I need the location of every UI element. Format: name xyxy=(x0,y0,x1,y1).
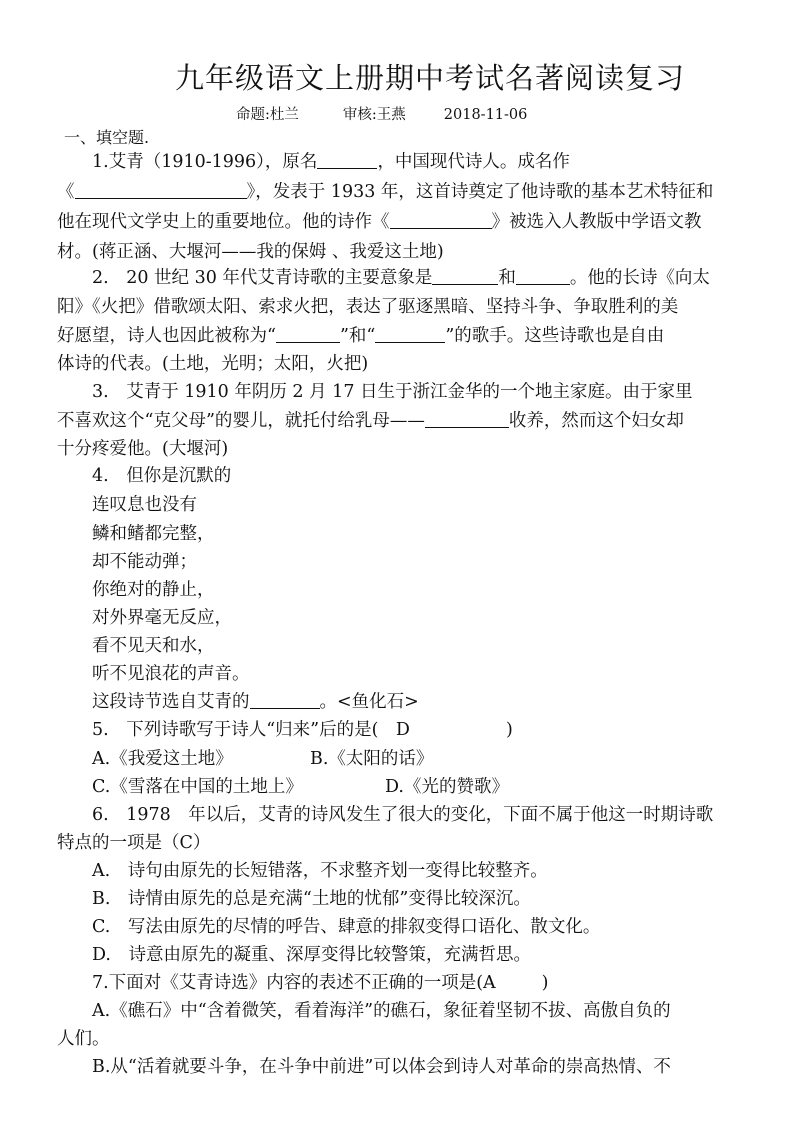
q6-option-b: B. 诗情由原先的总是充满“土地的忧郁”变得比较深沉。 xyxy=(92,889,531,909)
q5-option-b: B.《太阳的话》 xyxy=(310,749,434,769)
q4-poem-line: 对外界毫无反应， xyxy=(92,608,232,628)
q1-line-4: 材。(蒋正涵、大堰河——我的保姆 、我爱这土地) xyxy=(57,242,444,262)
q3-line-3: 十分疼爱他。(大堰河) xyxy=(57,439,229,459)
q4-poem-line: 你绝对的静止， xyxy=(92,580,215,600)
q6-option-a: A. 诗句由原先的长短错落，不求整齐划一变得比较整齐。 xyxy=(92,861,548,881)
blank xyxy=(375,324,445,343)
q1-line-2: 《 》，发表于 1933 年，这首诗奠定了他诗歌的基本艺术特征和 xyxy=(57,182,714,202)
q5-option-d: D.《光的赞歌》 xyxy=(385,777,509,797)
q2-line-3: 好愿望，诗人也因此被称为“ ”和“ ”的歌手。这些诗歌也是自由 xyxy=(57,326,665,346)
reviewer-label: 审核:王燕 xyxy=(342,107,406,123)
document-title: 九年级语文上册期中考试名著阅读复习 xyxy=(174,61,685,95)
section-heading: 一、填空题. xyxy=(64,128,150,147)
q4-source-line: 这段诗节选自艾青的 。<鱼化石> xyxy=(92,692,419,712)
q2-line-2: 阳》《火把》借歌颂太阳、索求火把，表达了驱逐黑暗、坚持斗争、争取胜利的美 xyxy=(57,297,679,317)
q6-line-1: 6. 1978 年以后，艾青的诗风发生了很大的变化，下面不属于他这一时期诗歌 xyxy=(92,805,714,825)
q6-option-d: D. 诗意由原先的凝重、深厚变得比较警策，充满哲思。 xyxy=(92,945,531,965)
q3-line-2: 不喜欢这个“克父母”的婴儿，就托付给乳母—— 收养，然而这个妇女却 xyxy=(57,411,684,431)
q5-stem: 5. 下列诗歌写于诗人“归来”后的是( D ) xyxy=(92,720,513,740)
blank xyxy=(75,180,247,199)
q1-line-3: 他在现代文学史上的重要地位。他的诗作《 》被选入人教版中学语文教 xyxy=(57,212,702,232)
date-label: 2018-11-06 xyxy=(443,107,528,123)
q4-poem-line: 鳞和鳍都完整， xyxy=(92,524,215,544)
blank xyxy=(425,409,509,428)
q1-line-1: 1.艾青（1910-1996），原名 ，中国现代诗人。成名作 xyxy=(92,152,570,172)
blank xyxy=(317,150,377,169)
q5-option-a: A.《我爱这土地》 xyxy=(92,749,233,769)
blank xyxy=(250,690,320,709)
q6-option-c: C. 写法由原先的尽情的呼告、肆意的排叙变得口语化、散文化。 xyxy=(92,917,601,937)
q6-line-2: 特点的一项是（C） xyxy=(57,833,211,853)
q3-line-1: 3. 艾青于 1910 年阴历 2 月 17 日生于浙江金华的一个地主家庭。由于家里 xyxy=(92,382,693,402)
q7-option-a-line-2: 人们。 xyxy=(57,1029,110,1049)
q7-option-b-line-1: B.从“活着就要斗争，在斗争中前进”可以体会到诗人对革命的崇高热情、不 xyxy=(92,1057,671,1077)
q4-poem-line: 看不见天和水， xyxy=(92,636,215,656)
document-meta xyxy=(236,103,527,124)
q4-poem-line: 4. 但你是沉默的 xyxy=(92,466,232,486)
blank xyxy=(390,210,492,229)
q5-option-c: C.《雪落在中国的土地上》 xyxy=(92,777,303,797)
blank xyxy=(276,324,340,343)
blank xyxy=(432,266,498,285)
q7-option-a-line-1: A.《礁石》中“含着微笑，看着海洋”的礁石，象征着坚韧不拔、高傲自负的 xyxy=(92,1001,671,1021)
q2-line-4: 体诗的代表。(土地，光明；太阳，火把) xyxy=(57,354,369,374)
q4-poem-line: 连叹息也没有 xyxy=(92,495,197,515)
q4-poem-line: 却不能动弹； xyxy=(92,552,197,572)
q4-poem-line: 听不见浪花的声音。 xyxy=(92,664,250,684)
blank xyxy=(516,266,570,285)
author-label: 命题:杜兰 xyxy=(236,107,299,123)
q7-stem: 7.下面对《艾青诗选》内容的表述不正确的一项是(A ) xyxy=(92,973,549,993)
q2-line-1: 2. 20 世纪 30 年代艾青诗歌的主要意象是 和 。他的长诗《向太 xyxy=(92,268,710,288)
